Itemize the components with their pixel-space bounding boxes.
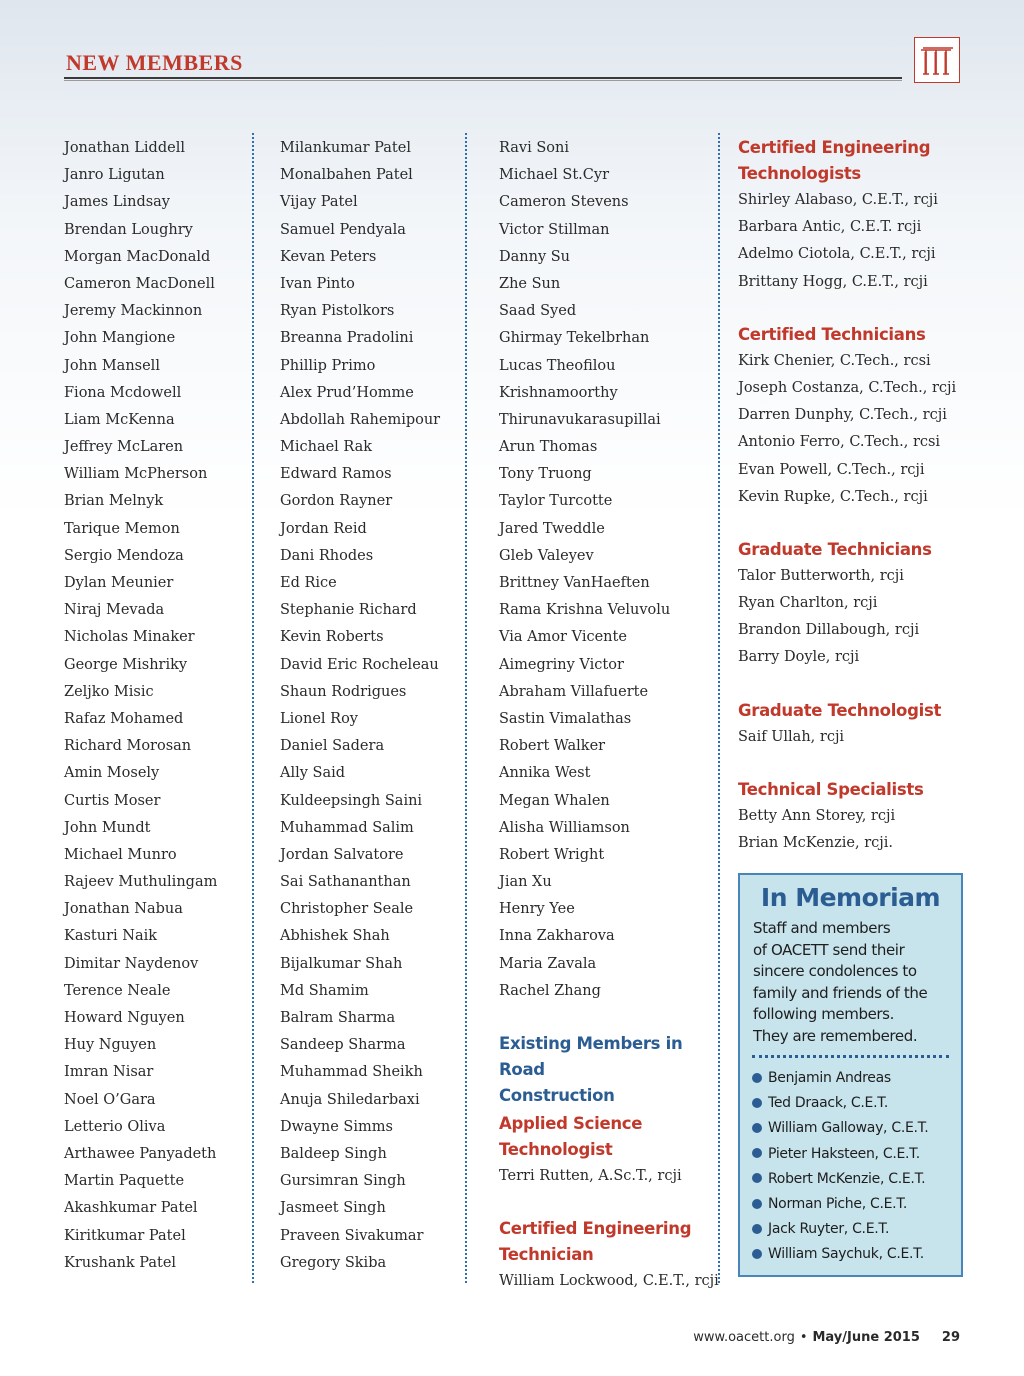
list-item: Rafaz Mohamed	[64, 710, 184, 727]
memoriam-name: William Saychuk, C.E.T.	[768, 1246, 924, 1263]
list-item: Ravi Soni	[499, 140, 569, 156]
list-item: Letterio Oliva	[64, 1118, 166, 1135]
section-heading-existing-road: Existing Members in Road Construction	[499, 1034, 683, 1105]
list-item: Alex Prud’Homme	[280, 384, 414, 401]
list-item: Gursimran Singh	[280, 1173, 406, 1190]
list-item: Janro Ligutan	[64, 167, 165, 184]
list-item: Edward Ramos	[280, 466, 392, 483]
list-item: Md Shamim	[280, 982, 369, 999]
list-item: Jeffrey McLaren	[64, 439, 184, 456]
list-item: Baldeep Singh	[280, 1145, 387, 1162]
list-item: Jared Tweddle	[499, 520, 605, 537]
list-item: Muhammad Sheikh	[280, 1064, 423, 1081]
list-item: Zeljko Misic	[64, 683, 154, 700]
list-item: Victor Stillman	[499, 221, 610, 238]
list-item: Abraham Villafuerte	[499, 683, 649, 700]
list-item: Vijay Patel	[280, 194, 358, 211]
list-item: Dimitar Naydenov	[64, 955, 199, 972]
memoriam-name: Robert McKenzie, C.E.T.	[768, 1170, 926, 1187]
list-item: Dwayne Simms	[280, 1118, 393, 1135]
list-item: Saif Ullah, rcji	[738, 728, 845, 745]
list-item: Jordan Salvatore	[280, 846, 404, 863]
list-item: George Mishriky	[64, 656, 188, 673]
list-item: David Eric Rocheleau	[280, 656, 439, 673]
memoriam-intro-line: sincere condolences to	[753, 962, 917, 980]
list-item: John Mansell	[64, 357, 160, 374]
memoriam-list-item	[752, 1066, 961, 1091]
list-item: Phillip Primo	[280, 357, 376, 374]
list-item: Tony Truong	[499, 466, 592, 483]
section-heading-applied-science: Applied Science Technologist	[499, 1114, 643, 1159]
list-item: Betty Ann Storey, rcji	[738, 807, 896, 824]
list-item: Sai Sathananthan	[280, 874, 411, 891]
section-heading-cert-technicians: Certified Technicians	[738, 324, 926, 344]
list-item: Brittney VanHaeften	[499, 575, 650, 591]
list-item: Thirunavukarasupillai	[499, 411, 661, 428]
list-item: Richard Morosan	[64, 738, 192, 755]
list-item: Rama Krishna Veluvolu	[499, 602, 671, 619]
list-item: Ivan Pinto	[280, 275, 355, 292]
memoriam-list-item	[752, 1142, 961, 1167]
list-item: Terence Neale	[64, 982, 171, 999]
list-item: Danny Su	[499, 248, 571, 265]
list-item: Barbara Antic, C.E.T. rcji	[738, 219, 922, 236]
list-item: Jonathan Liddell	[64, 140, 185, 156]
list-item: Gordon Rayner	[280, 493, 393, 510]
list-item: Stephanie Richard	[280, 602, 417, 619]
list-item: Huy Nguyen	[64, 1037, 157, 1054]
list-item: Lucas Theofilou	[499, 357, 616, 374]
list-item: Praveen Sivakumar	[280, 1227, 424, 1244]
list-item: Noel O’Gara	[64, 1091, 156, 1108]
memoriam-list-item	[752, 1091, 961, 1116]
list-item: Krishnamoorthy	[499, 384, 618, 401]
bullet-icon	[752, 1173, 762, 1183]
list-item: Imran Nisar	[64, 1064, 154, 1081]
list-item: Liam McKenna	[64, 411, 175, 428]
list-item: Antonio Ferro, C.Tech., rcsi	[738, 434, 941, 451]
list-item: Taylor Turcotte	[499, 493, 613, 510]
list-item: Sergio Mendoza	[64, 547, 184, 564]
footer-issue-date: May/June 2015	[812, 1330, 920, 1345]
section-heading-cert-eng-technologists: Certified Engineering Technologists	[738, 138, 931, 183]
memoriam-name: Norman Piche, C.E.T.	[768, 1196, 908, 1213]
list-item: Morgan MacDonald	[64, 248, 211, 265]
list-item: Milankumar Patel	[280, 140, 411, 156]
memoriam-intro	[753, 918, 949, 1047]
memoriam-list-item	[752, 1116, 961, 1141]
list-item: Terri Rutten, A.Sc.T., rcji	[499, 1168, 682, 1184]
list-item: Kevin Rupke, C.Tech., rcji	[738, 488, 928, 505]
list-item: Adelmo Ciotola, C.E.T., rcji	[738, 246, 936, 263]
memoriam-name: Benjamin Andreas	[768, 1070, 891, 1086]
column-divider	[718, 133, 720, 1283]
memoriam-intro-line: They are remembered.	[753, 1026, 918, 1045]
list-item: John Mundt	[64, 819, 151, 836]
list-item: Saad Syed	[499, 303, 577, 320]
memoriam-intro-line: following members.	[753, 1005, 894, 1023]
list-item: Inna Zakharova	[499, 928, 615, 945]
section-heading-grad-technologist: Graduate Technologist	[738, 700, 942, 720]
bullet-icon	[752, 1199, 762, 1209]
list-item: Cameron Stevens	[499, 194, 629, 211]
list-item: Sandeep Sharma	[280, 1037, 406, 1054]
list-item: Rajeev Muthulingam	[64, 874, 218, 891]
members-column-4	[738, 135, 978, 857]
list-item: Monalbahen Patel	[280, 167, 413, 184]
list-item: Krushank Patel	[64, 1254, 177, 1271]
members-column-3	[499, 135, 719, 1295]
list-item: Sastin Vimalathas	[499, 710, 632, 727]
list-item: Shirley Alabaso, C.E.T., rcji	[738, 192, 938, 208]
list-item: Dylan Meunier	[64, 575, 174, 591]
list-item: Nicholas Minaker	[64, 629, 195, 646]
list-item: Alisha Williamson	[499, 819, 630, 836]
ottt-logo-icon	[914, 37, 960, 83]
list-item: Michael Munro	[64, 846, 177, 863]
list-item: Maria Zavala	[499, 955, 597, 972]
list-item: Anuja Shiledarbaxi	[280, 1091, 420, 1108]
list-item: Shaun Rodrigues	[280, 683, 407, 700]
list-item: Aimegriny Victor	[499, 656, 624, 673]
list-item: Brittany Hogg, C.E.T., rcji	[738, 273, 928, 290]
list-item: Rachel Zhang	[499, 982, 601, 999]
list-item: Christopher Seale	[280, 901, 414, 918]
memoriam-name: Jack Ruyter, C.E.T.	[768, 1221, 890, 1238]
page-number: 29	[941, 1330, 960, 1345]
bullet-icon	[752, 1249, 762, 1259]
list-item: Abdollah Rahemipour	[280, 411, 441, 428]
members-column-2	[280, 135, 460, 1277]
list-item: Breanna Pradolini	[280, 330, 414, 347]
footer-separator: •	[799, 1330, 808, 1345]
list-item: Samuel Pendyala	[280, 221, 406, 238]
list-item: Dani Rhodes	[280, 547, 374, 564]
list-item: Bijalkumar Shah	[280, 955, 403, 972]
list-item: Michael St.Cyr	[499, 167, 610, 184]
list-item: Ryan Charlton, rcji	[738, 595, 878, 612]
list-item: Henry Yee	[499, 901, 575, 918]
list-item: Brian McKenzie, rcji.	[738, 835, 894, 851]
list-item: Jasmeet Singh	[280, 1200, 386, 1217]
list-item: John Mangione	[64, 330, 176, 347]
section-heading-cert-eng-technician: Certified Engineering Technician	[499, 1219, 692, 1265]
list-item: Arthawee Panyadeth	[64, 1145, 217, 1162]
list-item: Akashkumar Patel	[64, 1200, 198, 1217]
list-item: Via Amor Vicente	[499, 629, 627, 646]
column-divider	[252, 133, 254, 1283]
memoriam-list-item	[752, 1167, 961, 1192]
list-item: Ryan Pistolkors	[280, 303, 395, 320]
members-column-1	[64, 135, 244, 1277]
memoriam-intro-line: family and friends of the	[753, 983, 928, 1002]
list-item: Tarique Memon	[64, 520, 180, 537]
bullet-icon	[752, 1123, 762, 1133]
list-item: Balram Sharma	[280, 1010, 396, 1026]
list-item: Evan Powell, C.Tech., rcji	[738, 461, 925, 478]
page-footer	[693, 1330, 960, 1345]
memoriam-list	[752, 1066, 961, 1268]
list-item: Howard Nguyen	[64, 1010, 185, 1026]
list-item: Gregory Skiba	[280, 1254, 387, 1271]
memoriam-list-item	[752, 1217, 961, 1242]
memoriam-intro-line: Staff and members	[753, 919, 891, 937]
list-item: Martin Paquette	[64, 1173, 185, 1190]
list-item: Ghirmay Tekelbrhan	[499, 330, 650, 347]
section-heading-tech-specialists: Technical Specialists	[738, 779, 924, 799]
section-heading-grad-technicians: Graduate Technicians	[738, 539, 932, 559]
list-item: Abhishek Shah	[280, 928, 390, 945]
memoriam-name: Pieter Haksteen, C.E.T.	[768, 1145, 920, 1162]
list-item: Cameron MacDonell	[64, 275, 215, 292]
list-item: Talor Butterworth, rcji	[738, 567, 904, 584]
section-title: NEW MEMBERS	[66, 50, 243, 75]
footer-website: www.oacett.org	[693, 1330, 795, 1345]
memoriam-separator	[752, 1055, 949, 1058]
memoriam-list-item	[752, 1192, 961, 1217]
list-item: Jonathan Nabua	[64, 901, 183, 918]
memoriam-title: In Memoriam	[760, 883, 941, 912]
bullet-icon	[752, 1148, 762, 1158]
list-item: Joseph Costanza, C.Tech., rcji	[738, 379, 957, 396]
list-item: Jian Xu	[499, 874, 552, 891]
list-item: Kasturi Naik	[64, 928, 158, 945]
header-rule	[64, 77, 902, 81]
list-item: Brian Melnyk	[64, 493, 164, 510]
list-item: Zhe Sun	[499, 275, 561, 292]
list-item: Lionel Roy	[280, 710, 359, 727]
list-item: James Lindsay	[64, 194, 171, 211]
list-item: William McPherson	[64, 466, 208, 483]
memoriam-intro-line: of OACETT send their	[753, 940, 905, 959]
list-item: Robert Walker	[499, 738, 606, 755]
list-item: Brandon Dillabough, rcji	[738, 622, 920, 639]
list-item: Niraj Mevada	[64, 602, 165, 619]
list-item: Jeremy Mackinnon	[64, 303, 203, 320]
list-item: Kirk Chenier, C.Tech., rcsi	[738, 352, 931, 369]
list-item: Robert Wright	[499, 846, 605, 863]
list-item: Muhammad Salim	[280, 819, 414, 836]
list-item: Amin Mosely	[64, 765, 160, 782]
bullet-icon	[752, 1073, 762, 1083]
memoriam-name: Ted Draack, C.E.T.	[768, 1095, 888, 1112]
memoriam-name: William Galloway, C.E.T.	[768, 1120, 929, 1137]
memoriam-list-item	[752, 1242, 961, 1267]
list-item: Barry Doyle, rcji	[738, 649, 860, 666]
list-item: Ally Said	[280, 765, 346, 782]
list-item: Kiritkumar Patel	[64, 1227, 186, 1244]
list-item: Michael Rak	[280, 439, 373, 456]
bullet-icon	[752, 1098, 762, 1108]
list-item: Darren Dunphy, C.Tech., rcji	[738, 407, 947, 424]
list-item: Arun Thomas	[499, 439, 598, 456]
list-item: Kuldeepsingh Saini	[280, 792, 423, 809]
list-item: Megan Whalen	[499, 792, 610, 809]
column-divider	[465, 133, 467, 1283]
bullet-icon	[752, 1224, 762, 1234]
list-item: Gleb Valeyev	[499, 547, 594, 564]
list-item: Kevan Peters	[280, 248, 377, 265]
list-item: Jordan Reid	[280, 520, 367, 537]
list-item: Ed Rice	[280, 575, 337, 591]
list-item: Curtis Moser	[64, 792, 161, 809]
list-item: Fiona Mcdowell	[64, 384, 182, 401]
list-item: Kevin Roberts	[280, 629, 384, 646]
in-memoriam-box	[738, 873, 963, 1277]
list-item: Brendan Loughry	[64, 221, 193, 238]
list-item: Annika West	[499, 765, 591, 782]
list-item: William Lockwood, C.E.T., rcji	[499, 1273, 719, 1290]
list-item: Daniel Sadera	[280, 738, 385, 755]
